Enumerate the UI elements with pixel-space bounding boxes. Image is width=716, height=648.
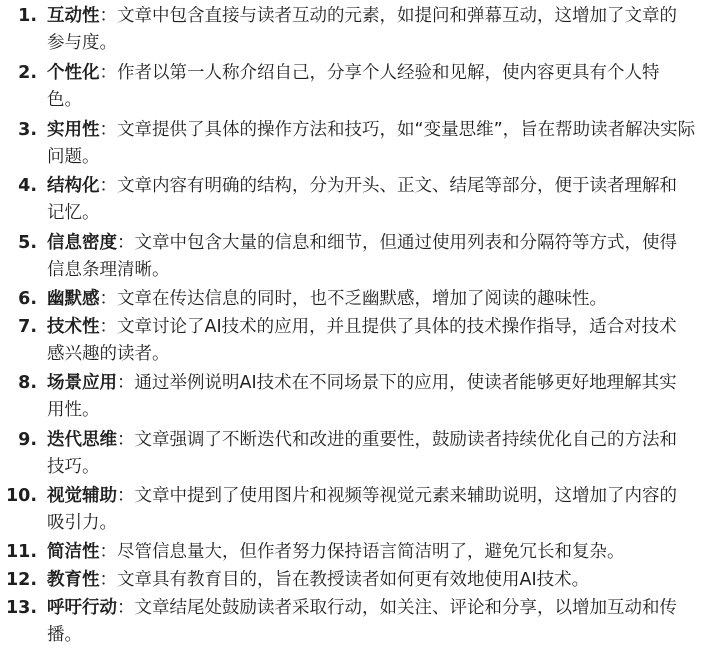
list-item-text: 文章具有教育目的，旨在教授读者如何更有效地使用AI技术。: [117, 570, 589, 590]
list-item-body: [47, 230, 702, 283]
list-item-body: [47, 567, 702, 594]
list-item-text: 参与度。: [47, 33, 117, 53]
list-item-body: [47, 427, 702, 480]
list-item-term: 结构化: [47, 176, 100, 196]
list-item-line: [47, 117, 702, 144]
list-item-text: 文章内容有明确的结构，分为开头、正文、结尾等部分，便于读者理解和: [117, 176, 677, 196]
list-item-term: 技术性: [47, 317, 100, 337]
list-item-line: [47, 144, 702, 171]
list-item-text: 通过举例说明AI技术在不同场景下的应用，使读者能够更好地理解其实: [135, 373, 677, 393]
term-separator: ：: [100, 176, 118, 196]
list-item-body: [47, 314, 702, 367]
list-item-number: 6.: [0, 286, 37, 313]
list-item-line: [47, 173, 702, 200]
list-item-body: [47, 483, 702, 536]
list-item-number: 10.: [0, 483, 37, 510]
list-item-text: 文章中提到了使用图片和视频等视觉元素来辅助说明，这增加了内容的: [135, 486, 678, 506]
list-item-number: 3.: [0, 117, 37, 144]
list-item-text: 播。: [47, 625, 82, 645]
term-separator: ：: [117, 373, 135, 393]
list-item-body: [47, 286, 702, 313]
list-item-line: [47, 314, 702, 341]
term-separator: ：: [100, 120, 118, 140]
list-item-line: [47, 567, 702, 594]
list-item-body: [47, 3, 702, 56]
list-item-text: 信息条理清晰。: [47, 260, 170, 280]
list-item-text: 文章强调了不断迭代和改进的重要性，鼓励读者持续优化自己的方法和: [135, 430, 678, 450]
list-item-term: 呼吁行动: [47, 598, 117, 618]
list-item-text: 文章提供了具体的操作方法和技巧，如“变量思维”，旨在帮助读者解决实际: [117, 120, 695, 140]
term-separator: ：: [117, 233, 135, 253]
list-item-line: [47, 60, 702, 87]
term-separator: ：: [117, 486, 135, 506]
list-item-term: 互动性: [47, 6, 100, 26]
list-item-line: [47, 427, 702, 454]
list-item-body: [47, 370, 702, 423]
term-separator: ：: [117, 598, 135, 618]
list-item-line: [47, 30, 702, 57]
list-item-text: 尽管信息量大，但作者努力保持语言简洁明了，避免冗长和复杂。: [117, 542, 625, 562]
list-item-number: 8.: [0, 370, 37, 397]
list-item-text: 用性。: [47, 400, 100, 420]
list-item-line: [47, 483, 702, 510]
list-item-term: 迭代思维: [47, 430, 117, 450]
list-item-term: 简洁性: [47, 542, 100, 562]
list-item-line: [47, 454, 702, 481]
list-item-text: 问题。: [47, 147, 100, 167]
list-item-line: [47, 595, 702, 622]
term-separator: ：: [100, 542, 118, 562]
term-separator: ：: [100, 289, 118, 309]
list-item-number: 13.: [0, 595, 37, 622]
list-item-body: [47, 173, 702, 226]
list-item-line: [47, 539, 702, 566]
term-separator: ：: [100, 317, 118, 337]
list-item-term: 教育性: [47, 570, 100, 590]
list-item-line: [47, 510, 702, 537]
list-item-number: 12.: [0, 567, 37, 594]
list-item-term: 实用性: [47, 120, 100, 140]
list-item-line: [47, 397, 702, 424]
list-item-text: 文章讨论了AI技术的应用，并且提供了具体的技术操作指导，适合对技术: [117, 317, 677, 337]
list-item-line: [47, 622, 702, 648]
list-item-term: 个性化: [47, 63, 100, 83]
list-item-line: [47, 3, 702, 30]
list-item-number: 7.: [0, 314, 37, 341]
list-item-number: 5.: [0, 230, 37, 257]
list-item-line: [47, 286, 702, 313]
list-item-line: [47, 200, 702, 227]
list-item-text: 感兴趣的读者。: [47, 344, 170, 364]
list-item-body: [47, 539, 702, 566]
list-item-number: 9.: [0, 427, 37, 454]
term-separator: ：: [117, 430, 135, 450]
list-item-term: 信息密度: [47, 233, 117, 253]
list-item-text: 作者以第一人称介绍自己，分享个人经验和见解，使内容更具有个人特: [117, 63, 660, 83]
list-item-text: 吸引力。: [47, 513, 117, 533]
list-item-text: 文章中包含直接与读者互动的元素，如提问和弹幕互动，这增加了文章的: [117, 6, 677, 26]
list-item-number: 1.: [0, 3, 37, 30]
term-separator: ：: [100, 6, 118, 26]
list-item-line: [47, 257, 702, 284]
list-item-line: [47, 341, 702, 368]
list-item-text: 技巧。: [47, 457, 100, 477]
list-item-line: [47, 87, 702, 114]
list-item-term: 视觉辅助: [47, 486, 117, 506]
list-item-line: [47, 230, 702, 257]
list-item-line: [47, 370, 702, 397]
list-item-body: [47, 595, 702, 648]
list-item-body: [47, 60, 702, 113]
list-item-number: 11.: [0, 539, 37, 566]
list-item-number: 4.: [0, 173, 37, 200]
list-item-text: 文章在传达信息的同时，也不乏幽默感，增加了阅读的趣味性。: [117, 289, 607, 309]
term-separator: ：: [100, 570, 118, 590]
list-item-text: 记忆。: [47, 203, 100, 223]
list-item-term: 幽默感: [47, 289, 100, 309]
list-item-body: [47, 117, 702, 170]
list-item-number: 2.: [0, 60, 37, 87]
term-separator: ：: [100, 63, 118, 83]
list-item-text: 色。: [47, 90, 82, 110]
list-item-text: 文章结尾处鼓励读者采取行动，如关注、评论和分享，以增加互动和传: [135, 598, 678, 618]
list-item-text: 文章中包含大量的信息和细节，但通过使用列表和分隔符等方式，使得: [135, 233, 678, 253]
list-item-term: 场景应用: [47, 373, 117, 393]
